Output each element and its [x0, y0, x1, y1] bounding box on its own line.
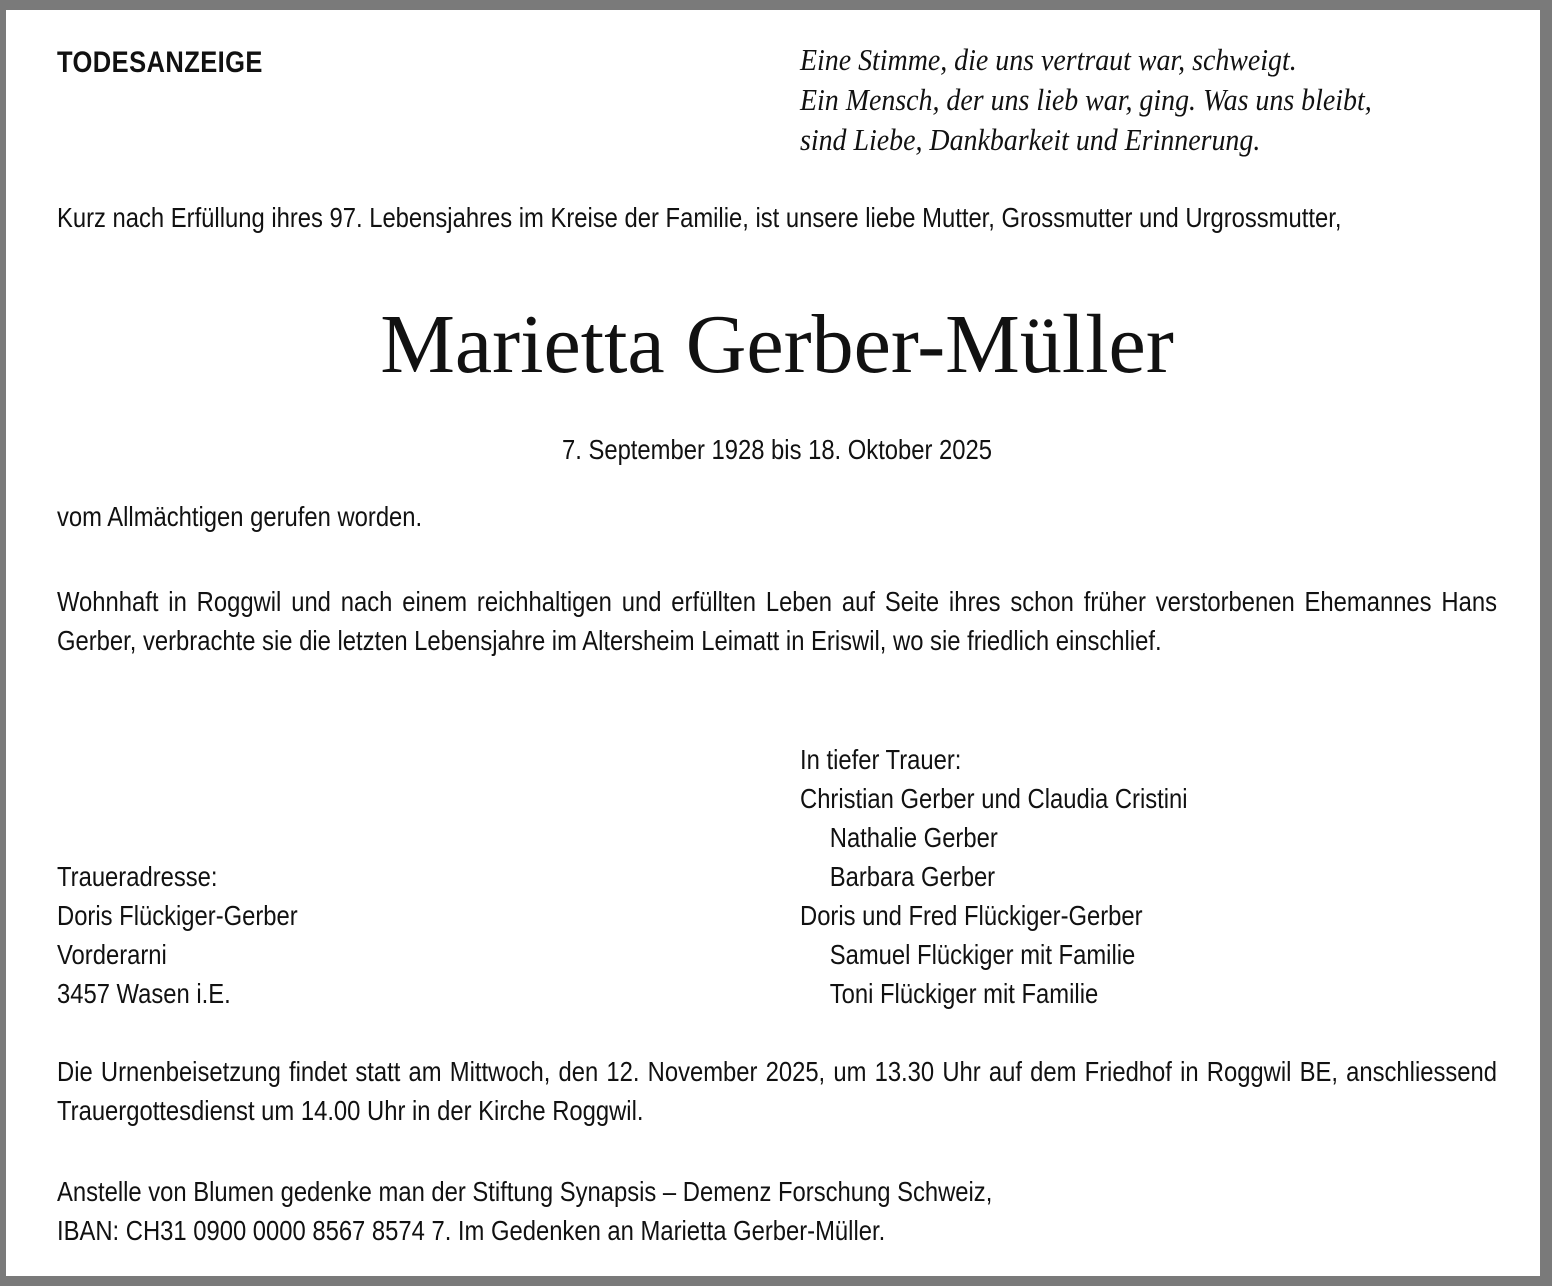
residence-paragraph-block [57, 582, 1497, 660]
quote-line: sind Liebe, Dankbarkeit und Erinnerung. [800, 122, 1261, 157]
quote-line: Eine Stimme, die uns vertraut war, schweigt. [800, 42, 1297, 77]
deceased-name-block [57, 298, 1497, 392]
address-line: Doris Flückiger-Gerber [57, 900, 298, 931]
called-line: vom Allmächtigen gerufen worden. [57, 501, 423, 532]
quote-line: Ein Mensch, der uns lieb war, ging. Was uns bleibt, [800, 82, 1372, 117]
funeral-paragraph: Die Urnenbeisetzung findet statt am Mittwoch, den 12. November 2025, um 13.30 Uhr auf dem Friedhof in Roggwil BE, anschliessend Trauergottesdienst um 14.00 Uhr in der Kirche Roggwil. [57, 1056, 1497, 1126]
mourning-entry: Christian Gerber und Claudia Cristini [800, 783, 1188, 814]
obituary-kicker: TODESANZEIGE [57, 46, 263, 79]
mourning-entry: Doris und Fred Flückiger-Gerber [800, 900, 1143, 931]
address-heading: Traueradresse: [57, 861, 218, 892]
memorial-quote [800, 40, 1500, 160]
obituary-page [6, 10, 1540, 1276]
mourning-entry: Barbara Gerber [829, 861, 996, 892]
address-line: 3457 Wasen i.E. [57, 978, 231, 1009]
mourning-list [800, 740, 1497, 1013]
mourning-address [57, 857, 677, 1013]
mourning-heading: In tiefer Trauer: [800, 744, 962, 775]
intro-paragraph-block [57, 198, 1497, 237]
deceased-name: Marietta Gerber-Müller [380, 298, 1174, 391]
donation-paragraph-block [57, 1172, 1497, 1250]
funeral-paragraph-block [57, 1052, 1497, 1130]
called-line-block [57, 497, 1497, 536]
residence-paragraph: Wohnhaft in Roggwil und nach einem reichhaltigen und erfüllten Leben auf Seite ihres schon früher verstorbenen Ehemannes Hans Gerber, verbrachte sie die letzten Lebensjahre im Altersheim Leimatt in Eriswil, wo sie friedlich einschlief. [57, 586, 1497, 656]
obituary-kicker-block [57, 46, 697, 80]
mourning-entry: Nathalie Gerber [829, 822, 998, 853]
two-column-section [57, 740, 1497, 1030]
mourning-entry: Toni Flückiger mit Familie [829, 978, 1099, 1009]
donation-line: IBAN: CH31 0900 0000 8567 8574 7. Im Gedenken an Marietta Gerber-Müller. [57, 1215, 886, 1246]
intro-paragraph: Kurz nach Erfüllung ihres 97. Lebensjahres im Kreise der Familie, ist unsere liebe Mutter, Grossmutter und Urgrossmutter, [57, 202, 1342, 233]
life-dates: 7. September 1928 bis 18. Oktober 2025 [561, 434, 992, 465]
life-dates-block [57, 430, 1497, 469]
donation-line: Anstelle von Blumen gedenke man der Stiftung Synapsis – Demenz Forschung Schweiz, [57, 1176, 993, 1207]
address-line: Vorderarni [57, 939, 167, 970]
mourning-entry: Samuel Flückiger mit Familie [829, 939, 1136, 970]
